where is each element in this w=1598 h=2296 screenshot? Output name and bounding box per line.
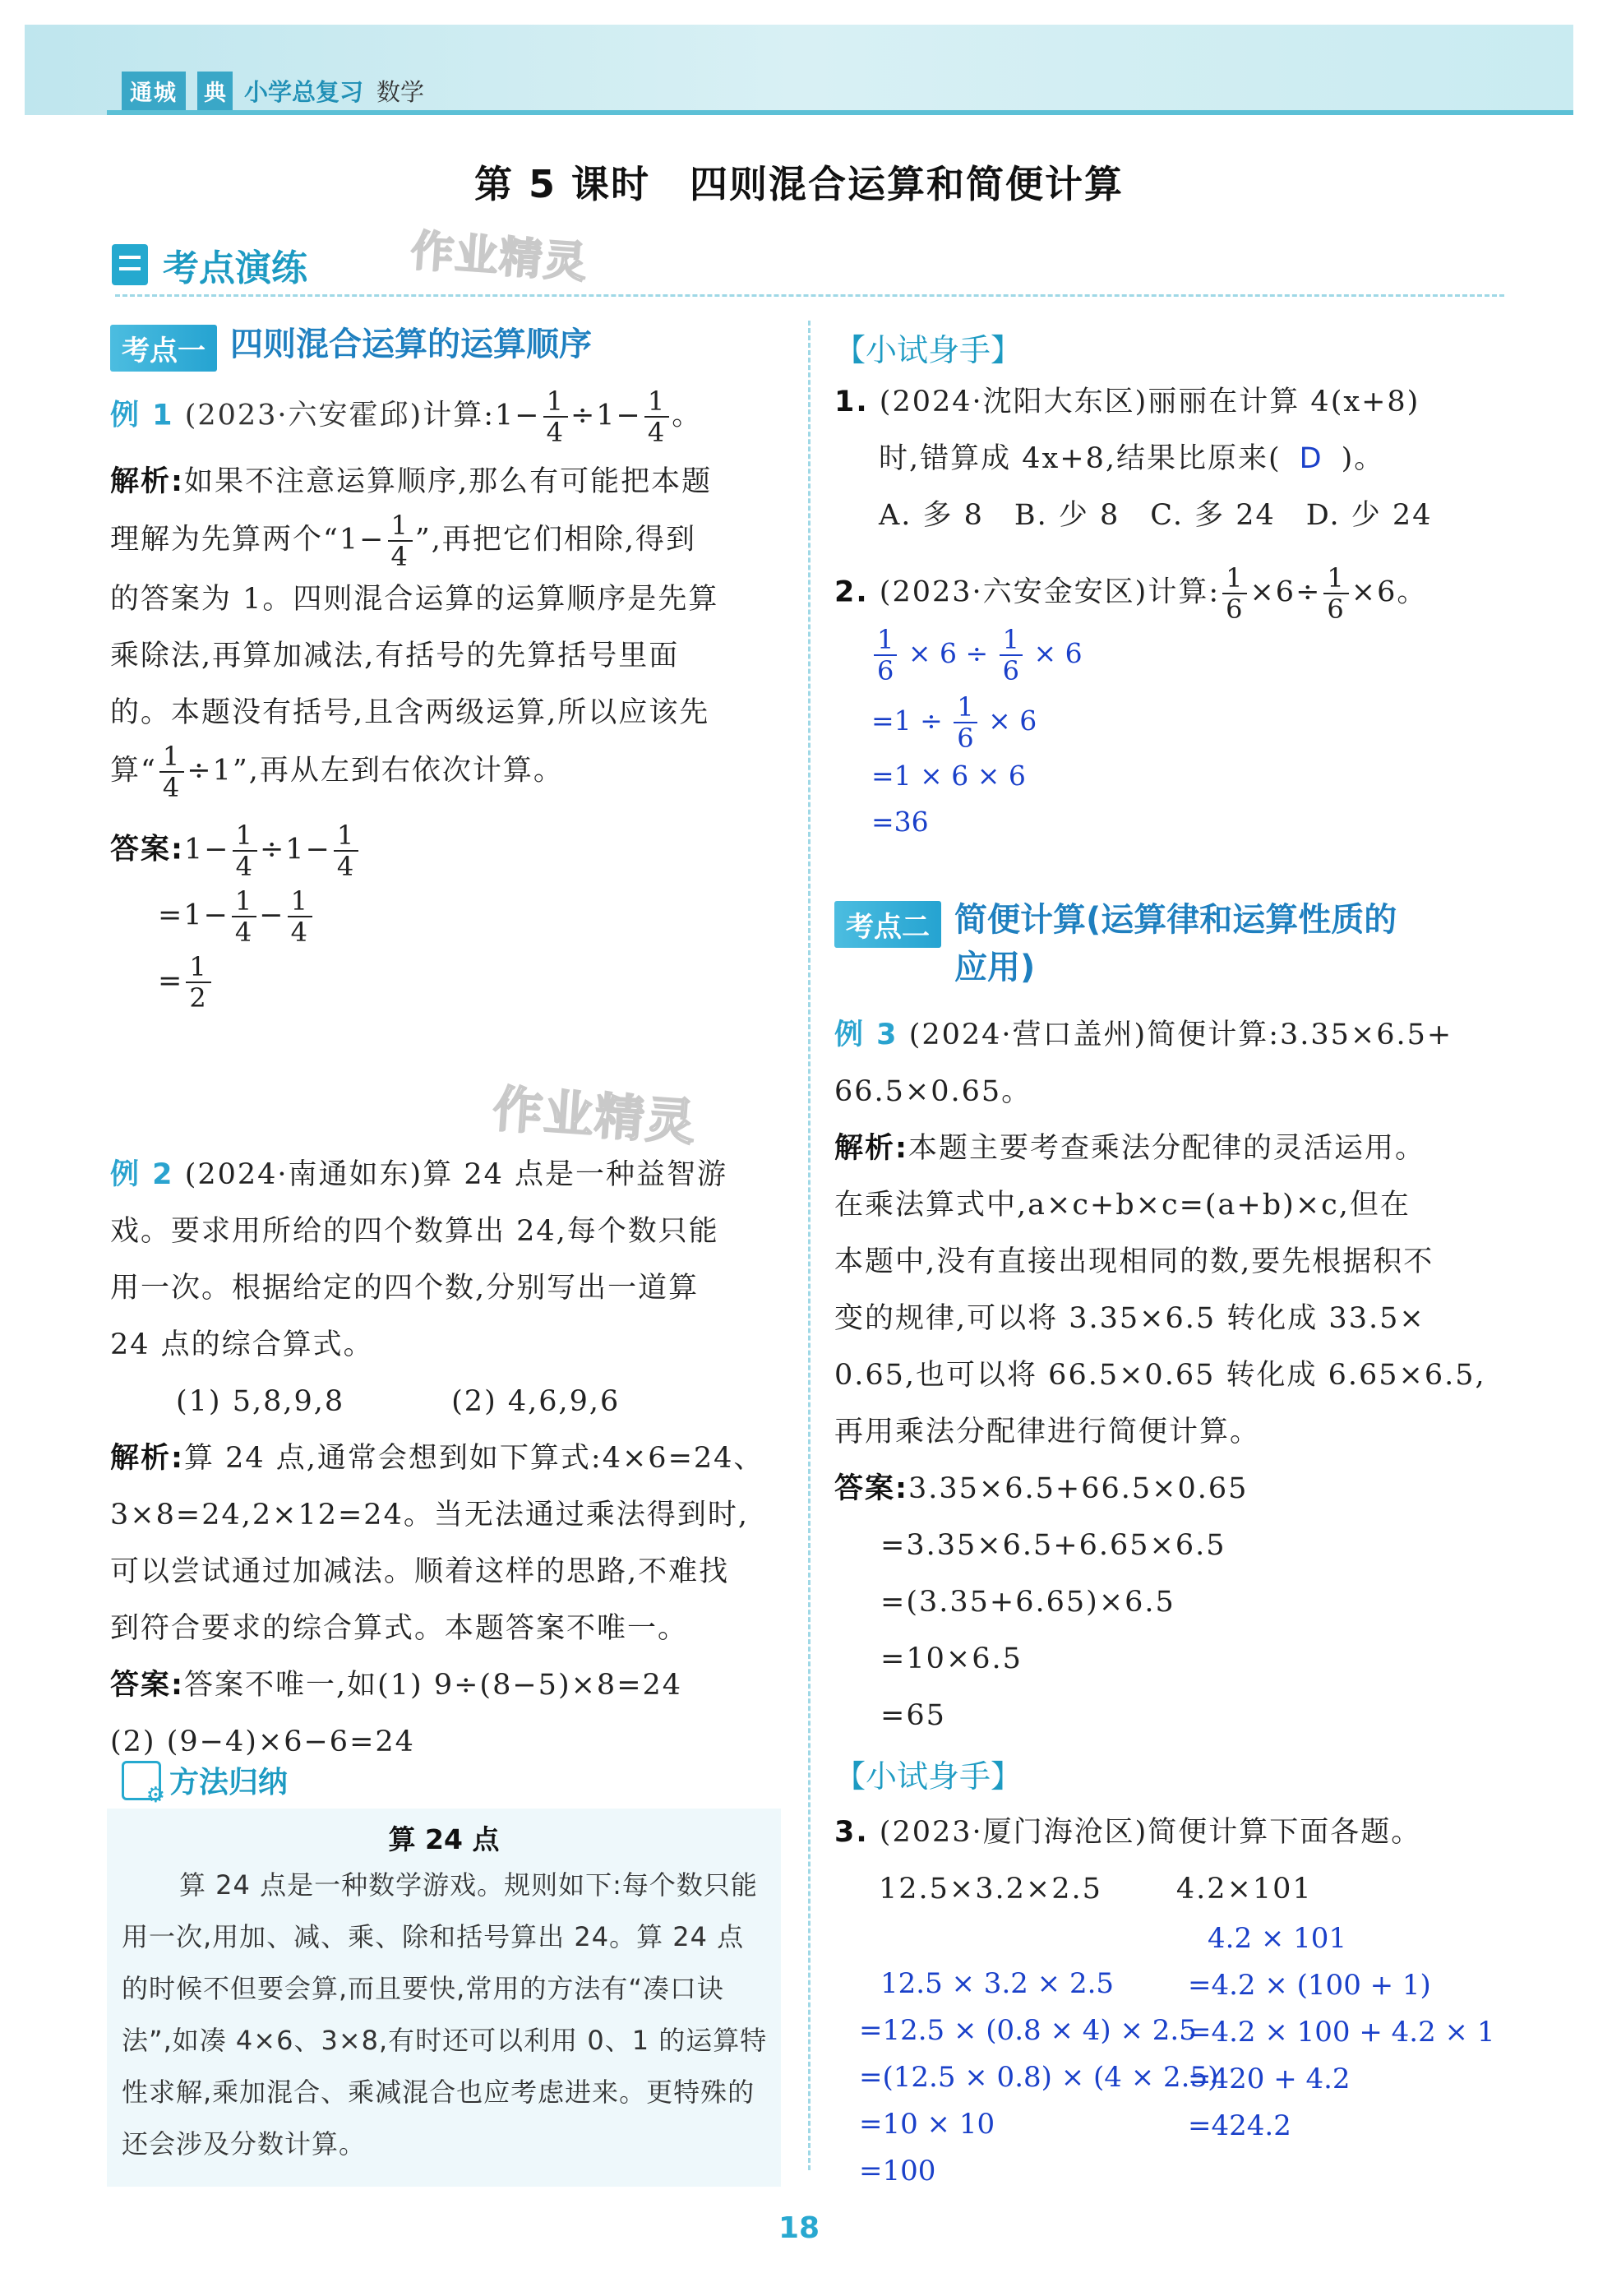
question-2: 2. (2023·六安金安区)计算: $\frac{1}{6}$ ×6÷ $\frac{1}{6}$ ×6。 [834,562,1428,625]
key-point-title: 四则混合运算的运算顺序 [230,326,592,363]
example-2: 例 2 (2024·南通如东)算 24 点是一种益智游 戏。要求用所给的四个数算出 24,每个数只能 用一次。根据给定的四个数,分别写出一道算 24 点的综合算式。 (1) 5,8,9,8 (2) 4,6,9,6 解析:算 24 点,通常会想到如下算式:4×6=24、 3×8=24,2×12=24。当无法通过乘法得到时, 可以尝试通过加减法。顺着这样的思路,不难找 到符合要求的综合算式。本题答案不唯一。 答案:答案不唯一,如(1) 9÷(8−5)×8=24 (2) (9−4)×6−6=24 [110,1158,764,1758]
answer-label: 答案: [110,833,184,866]
answer-label: 答案: [834,1472,908,1505]
fraction: $\frac{1}{6}$ [1222,563,1247,624]
analysis-text: 的。本题没有括号,且含两级运算,所以应该先 [110,696,710,729]
fraction: $\frac{1}{4}$ [543,386,568,447]
fraction: $\frac{1}{4}$ [232,886,256,947]
handwritten-work-2: $\frac{1}{6}$ × 6 ÷ $\frac{1}{6}$ × 6 =1 ÷ $\frac{1}{6}$ × 6 =1 × 6 × 6 =36 [871,624,1083,838]
example-source: (2023·六安霍邱) [184,399,423,432]
method-text: 算 24 点是一种数学游戏。规则如下:每个数只能用一次,用加、减、乘、除和括号算出 24。算 24 点的时候不但要会算,而且要快,常用的方法有“凑口诀法”,如凑 4×6、3×8,有时还可以利用 0、1 的运算特性求解,乘加混合、乘减混合也应考虑进来。更特殊的还会涉及分数计算。 [122,1869,768,2160]
analysis-text: 乘除法,再算加减法,有括号的先算括号里面 [110,640,680,672]
fraction: $\frac{1}{4}$ [334,820,358,881]
example-label: 例 3 [834,1019,898,1051]
handwritten-work-3a: 12.5 × 3.2 × 2.5 =12.5 × (0.8 × 4) × 2.5 =(12.5 × 0.8) × (4 × 2.5) =10 × 10 =100 [859,1967,1219,2187]
brand-label-2: 典 [197,72,233,110]
key-point-title: 简便计算(运算律和运算性质的 应用) [954,901,1397,986]
fraction: $\frac{1}{4}$ [159,741,184,802]
page-number: 18 [778,2211,820,2245]
lesson-title: 第 5 课时 四则混合运算和简便计算 [473,162,1125,206]
section-title: 考点演练 [163,247,307,289]
key-point-tag: 考点二 [834,901,941,948]
analysis-text: 如果不注意运算顺序,那么有可能把本题 [184,465,713,498]
fraction: $\frac{1}{2}$ [186,952,210,1013]
method-icon [122,1761,161,1800]
brand-bar [122,72,424,109]
list-icon [112,244,148,285]
method-heading: ⚙ 方法归纳 [122,1759,288,1801]
fraction: $\frac{1}{4}$ [644,386,669,447]
question-3: 3. (2023·厦门海沧区)简便计算下面各题。 12.5×3.2×2.5 4.2×101 [834,1816,1422,1906]
divider [115,294,1504,297]
key-point-1 [110,325,592,372]
fraction: $\frac{1}{4}$ [233,820,257,881]
example-label: 例 2 [110,1158,174,1191]
example-source: (2024·南通如东) [184,1158,423,1191]
example-3: 例 3 (2024·营口盖州)简便计算:3.35×6.5+ 66.5×0.65。 解析:本题主要考查乘法分配律的灵活运用。 在乘法算式中,a×c+b×c=(a+b)×c,但在 本题中,没有直接出现相同的数,要先根据积不 变的规律,可以将 3.35×6.5 转化成 33.5× 0.65,也可以将 66.5×0.65 转化成 6.65×6.5, 再用乘法分配律进行简便计算。 答案:3.35×6.5+66.5×0.65 =3.35×6.5+6.65×6.5 =(3.35+6.65)×6.5 =10×6.5 =65 [834,1019,1486,1732]
answer-label: 答案: [110,1669,184,1702]
watermark: 作业精灵 [491,1080,699,1153]
analysis-text: 的答案为 1。四则混合运算的运算顺序是先算 [110,583,719,616]
example-1: 例 1 (2023·六安霍邱)计算:1− $\frac{1}{4}$ ÷1− $\frac{1}{4}$ 。 解析:如果不注意运算顺序,那么有可能把本题 理解为先算两个“1− $\frac{1}{4}$ ”,再把它们相除,得到 的答案为 1。四则混合运算的运算顺序是先算 乘除法,再算加减法,有括号的先算括号里面 的。本题没有括号,且含两级运算,所以应该先 算“ $\frac{1}{4}$ ÷1”,再从左到右依次计算。 答案:1− $\frac{1}{4}$ ÷1− $\frac{1}{4}$ =1− $\frac{1}{4}$ − $\frac{1}{4}$ = $\frac{1}{2}$ [110,386,784,1013]
brand-label-1: 通城 [122,72,186,110]
question-text: 计算:1− [423,399,541,432]
analysis-label: 解析: [834,1132,908,1165]
fraction: $\frac{1}{4}$ [388,510,413,571]
fraction: $\frac{1}{6}$ [1323,563,1348,624]
column-divider [808,321,811,2170]
option: (1) 5,8,9,8 [176,1385,345,1418]
key-point-tag: 考点一 [110,325,217,372]
method-title: 算 24 点 [388,1823,500,1855]
example-label: 例 1 [110,399,174,432]
handwritten-work-3b: 4.2 × 101 =4.2 × (100 + 1) =4.2 × 100 + 4.2 × 1 =420 + 4.2 =424.2 [1188,1922,1495,2142]
try-heading: 【小试身手】 [834,1758,1023,1795]
question-1: 1. (2024·沈阳大东区)丽丽在计算 4(x+8) 时,错算成 4x+8,结果比原来( D )。 A. 多 8 B. 少 8 C. 多 24 D. 少 24 [834,374,1533,544]
fraction: $\frac{1}{4}$ [288,886,312,947]
key-point-2 [834,896,1397,991]
watermark: 作业精灵 [409,226,590,289]
question-text: ÷1− [570,399,642,432]
header-underline [107,110,1573,115]
subject-name: 数学 [376,77,425,106]
options: A. 多 8 B. 少 8 C. 多 24 D. 少 24 [879,499,1433,532]
try-heading: 【小试身手】 [834,332,1023,368]
series-name: 小学总复习 [244,77,364,106]
option: (2) 4,6,9,6 [451,1385,621,1418]
analysis-label: 解析: [110,1442,184,1475]
section-heading [112,238,307,291]
analysis-label: 解析: [110,465,184,498]
answer-choice: D [1299,442,1323,475]
